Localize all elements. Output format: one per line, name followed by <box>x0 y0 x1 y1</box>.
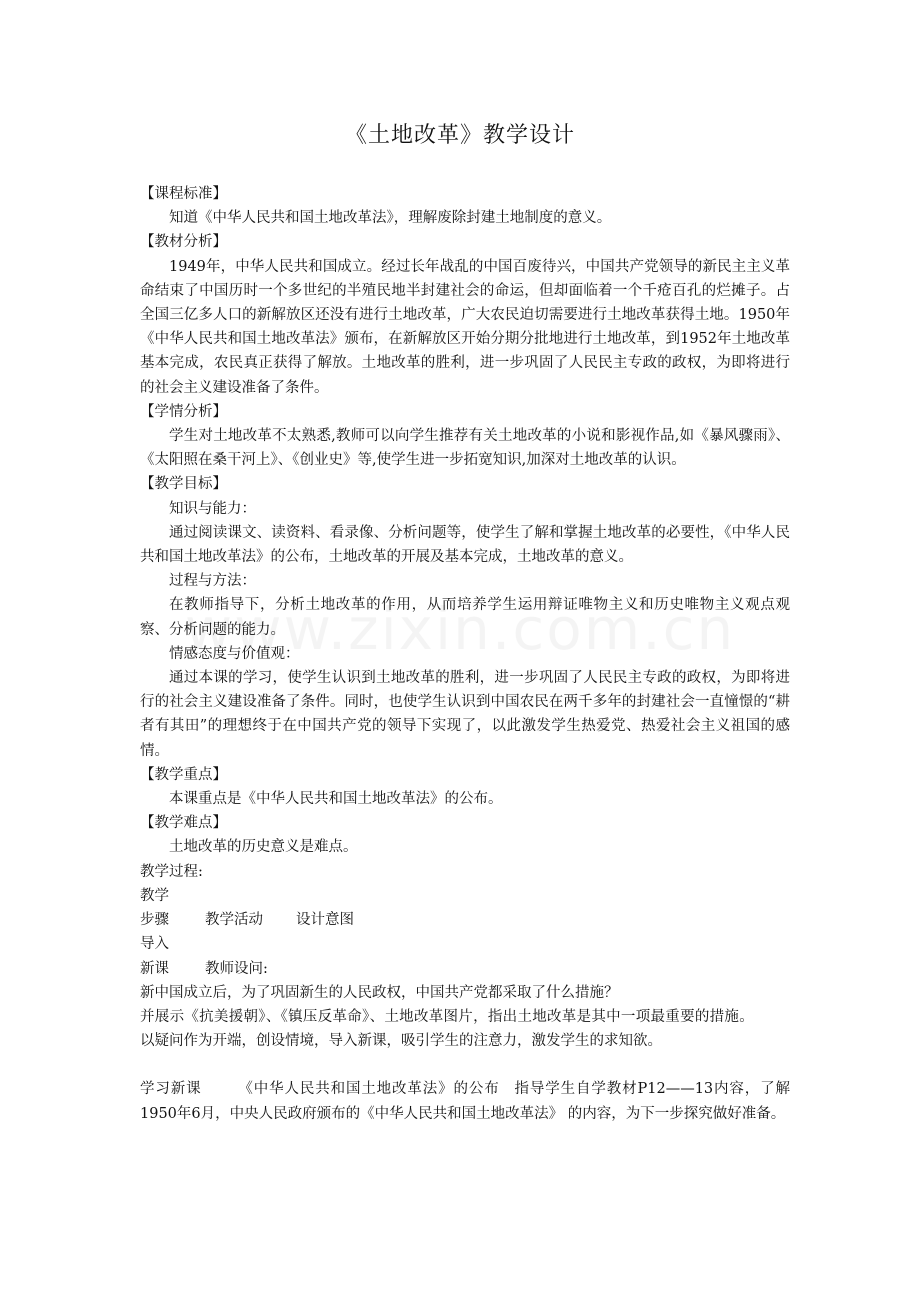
process-table-header <box>140 908 790 932</box>
process-question: 新中国成立后，为了巩固新生的人民政权，中国共产党都采取了什么措施？ <box>140 984 619 1001</box>
page-title: 《土地改革》教学设计 <box>344 123 575 148</box>
show-images-text: 并展示《抗美援朝》、《镇压反革命》、土地改革图片，指出土地改革是其中一项最重要的措施。 <box>140 1008 754 1025</box>
spacer <box>140 1053 790 1077</box>
section-heading-goals: 【教学目标】 <box>140 476 227 493</box>
process-line-newlesson <box>140 957 790 981</box>
section-heading-difficulty: 【教学难点】 <box>140 815 227 832</box>
step-newlesson: 新课 <box>140 960 169 977</box>
goal-emotion-text: 通过本课的学习，使学生认识到土地改革的胜利，进一步巩固了人民民主专政的政权，为即将进行的社会主义建设准备了条件。同时，也使学生认识到中国农民在两千多年的封建社会一直憧憬的“耕者有其田”的理想终于在中国共产党的领导下实现了，以此激发学生热爱党、热爱社会主义祖国的感情。 <box>140 670 790 759</box>
section-heading-standard: 【课程标准】 <box>140 186 227 202</box>
goal-process-label: 过程与方法： <box>169 573 256 590</box>
process-study <box>140 1077 790 1125</box>
teacher-question-label: 教师设问: <box>205 960 268 977</box>
column-activity: 教学活动 <box>205 912 263 929</box>
difficulty-text: 土地改革的历史意义是难点。 <box>169 839 358 856</box>
goal-emotion-label: 情感态度与价值观： <box>169 645 300 662</box>
intro-intent: 以疑问作为开端，创设情境，导入新课，吸引学生的注意力，激发学生的求知欲。 <box>140 1033 662 1050</box>
goal-knowledge-label: 知识与能力： <box>169 500 256 517</box>
standard-text: 知道《中华人民共和国土地改革法》，理解废除封建土地制度的意义。 <box>169 210 612 227</box>
study-topic: 《中华人民共和国土地改革法》的公布 <box>237 1081 500 1098</box>
process-line-teaching: 教学 <box>140 887 169 904</box>
goal-knowledge-text: 通过阅读课文、读资料、看录像、分析问题等，使学生了解和掌握土地改革的必要性，《中华人民共和国土地改革法》的公布，土地改革的开展及基本完成，土地改革的意义。 <box>140 524 790 566</box>
students-text: 学生对土地改革不太熟悉,教师可以向学生推荐有关土地改革的小说和影视作品,如《暴风骤雨》、《太阳照在桑干河上》、《创业史》等,使学生进一步拓宽知识,加深对土地改革的认识。 <box>140 428 790 469</box>
section-heading-students: 【学情分析】 <box>140 403 227 420</box>
process-line-intro: 导入 <box>140 936 169 953</box>
goal-process-text: 在教师指导下，分析土地改革的作用，从而培养学生运用辩证唯物主义和历史唯物主义观点观察、分析问题的能力。 <box>140 597 790 638</box>
process-show-images <box>140 1005 790 1053</box>
column-step: 步骤 <box>140 912 169 929</box>
document-body <box>140 182 790 1126</box>
key-text: 本课重点是《中华人民共和国土地改革法》的公布。 <box>169 791 503 808</box>
section-heading-key: 【教学重点】 <box>140 766 227 783</box>
study-text: 指导学生自学教材P12——13内容，了解1950年6月，中央人民政府颁布的《中华人民共和国土地改革法》 的内容，为下一步探究做好准备。 <box>140 1081 790 1122</box>
step-study: 学习新课 <box>140 1081 202 1098</box>
material-text: 1949年，中华人民共和国成立。经过长年战乱的中国百废待兴，中国共产党领导的新民主主义革命结束了中国历时一个多世纪的半殖民地半封建社会的命运，但却面临着一个千疮百孔的烂摊子。占全国三亿多人口的新解放区还没有进行土地改革，广大农民迫切需要进行土地改革获得土地。1950年《中华人民共和国土地改革法》颁布，在新解放区开始分期分批地进行土地改革，到1952年土地改革基本完成，农民真正获得了解放。土地改革的胜利，进一步巩固了人民民主专政的政权，为即将进行的社会主义建设准备了条件。 <box>140 258 790 396</box>
section-heading-material: 【教材分析】 <box>140 234 227 251</box>
process-label: 教学过程: <box>140 863 203 880</box>
column-intent: 设计意图 <box>296 912 354 929</box>
